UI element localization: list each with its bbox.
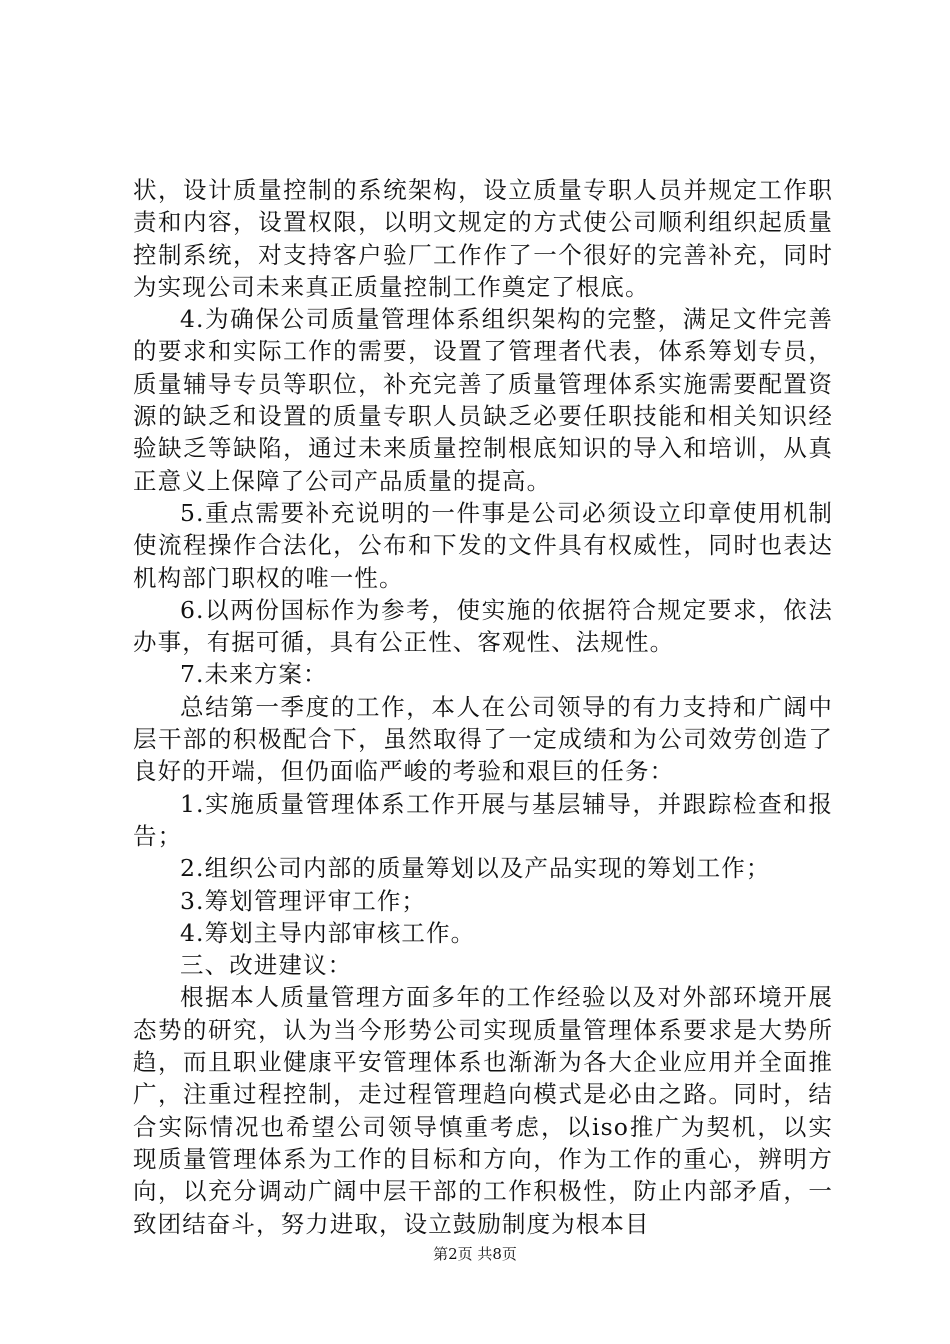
section-heading: 三、改进建议： bbox=[180, 951, 353, 980]
paragraph-6: 总结第一季度的工作，本人在公司领导的有力支持和广阔中层干部的积极配合下，虽然取得了一定成绩和为公司效劳创造了良好的开端，但仍面临严峻的考验和艰巨的任务： bbox=[133, 692, 833, 786]
paragraph-5: 7.未来方案： bbox=[180, 660, 328, 689]
page-footer: 第2页 共8页 bbox=[433, 1245, 517, 1263]
paragraph-8: 2.组织公司内部的质量筹划以及产品实现的筹划工作； bbox=[180, 854, 771, 883]
paragraph-4: 6.以两份国标作为参考，使实施的依据符合规定要求，依法办事，有据可循，具有公正性、客观性、法规性。 bbox=[133, 595, 833, 657]
paragraph-9: 3.筹划管理评审工作； bbox=[180, 886, 427, 915]
paragraph-3: 5.重点需要补充说明的一件事是公司必须设立印章使用机制使流程操作合法化，公布和下发的文件具有权威性，同时也表达机构部门职权的唯一性。 bbox=[133, 498, 833, 592]
paragraph-1: 状，设计质量控制的系统架构，设立质量专职人员并规定工作职责和内容，设置权限，以明文规定的方式使公司顺利组织起质量控制系统，对支持客户验厂工作作了一个很好的完善补充，同时为实现公司未来真正质量控制工作奠定了根底。 bbox=[133, 176, 833, 301]
document-body bbox=[133, 174, 833, 1240]
paragraph-7: 1.实施质量管理体系工作开展与基层辅导，并跟踪检查和报告； bbox=[133, 789, 833, 850]
paragraph-12: 根据本人质量管理方面多年的工作经验以及对外部环境开展态势的研究，认为当今形势公司实现质量管理体系要求是大势所趋，而且职业健康平安管理体系也渐渐为各大企业应用并全面推广，注重过程控制，走过程管理趋向模式是必由之路。同时，结合实际情况也希望公司领导慎重考虑，以iso推广为契机，以实现质量管理体系为工作的目标和方向，作为工作的重心，辨明方向，以充分调动广阔中层干部的工作积极性，防止内部矛盾，一致团结奋斗，努力进取，设立鼓励制度为根本目 bbox=[133, 983, 833, 1238]
paragraph-2: 4.为确保公司质量管理体系组织架构的完整，满足文件完善的要求和实际工作的需要，设置了管理者代表，体系筹划专员，质量辅导专员等职位，补充完善了质量管理体系实施需要配置资源的缺乏和设置的质量专职人员缺乏必要任职技能和相关知识经验缺乏等缺陷，通过未来质量控制根底知识的导入和培训，从真正意义上保障了公司产品质量的提高。 bbox=[133, 305, 833, 495]
paragraph-10: 4.筹划主导内部审核工作。 bbox=[180, 918, 476, 947]
